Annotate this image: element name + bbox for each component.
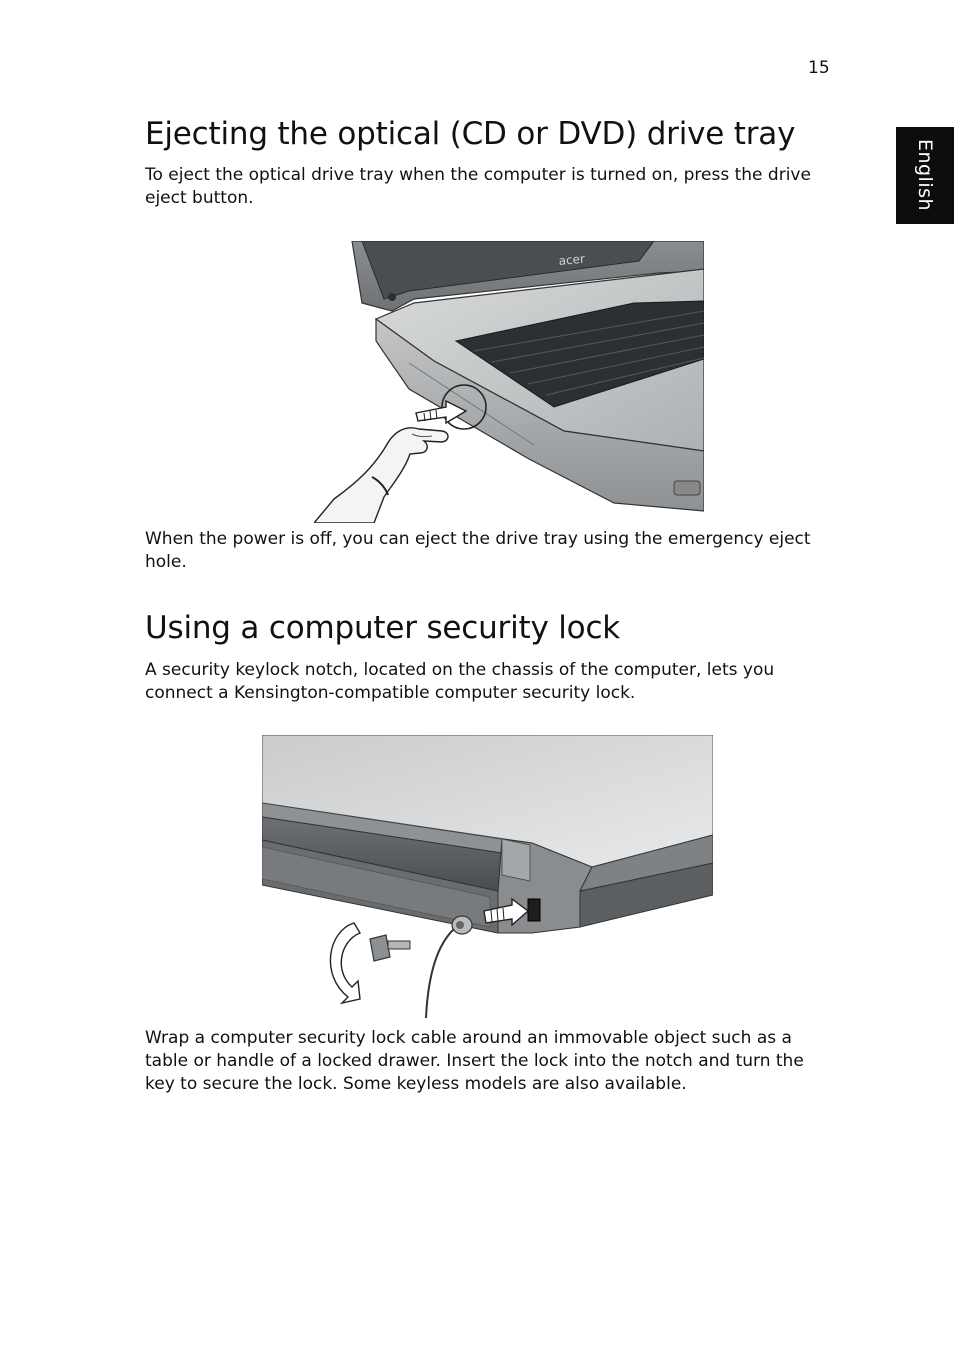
acer-logo: acer [558,251,586,268]
section-title-security-lock: Using a computer security lock [145,610,621,646]
security-lock-illustration [262,735,713,1018]
laptop-eject-illustration [314,241,704,523]
section-title-eject-tray: Ejecting the optical (CD or DVD) drive tray [145,116,796,152]
power-off-eject-paragraph: When the power is off, you can eject the drive tray using the emergency eject hole. [145,529,811,572]
security-lock-body-paragraph: Wrap a computer security lock cable around an immovable object such as a table or handle of a locked drawer. Insert the lock into the notch and turn the key to secure the lock. Some keyless models are also available. [145,1028,804,1094]
page-number: 15 [808,58,830,78]
security-lock-intro-paragraph: A security keylock notch, located on the chassis of the computer, lets you connect a Kensington-compatible computer security lock. [145,660,775,703]
eject-intro-paragraph: To eject the optical drive tray when the computer is turned on, press the drive eject button. [145,165,811,208]
language-tab-label: English [914,138,936,212]
language-tab [896,127,954,224]
